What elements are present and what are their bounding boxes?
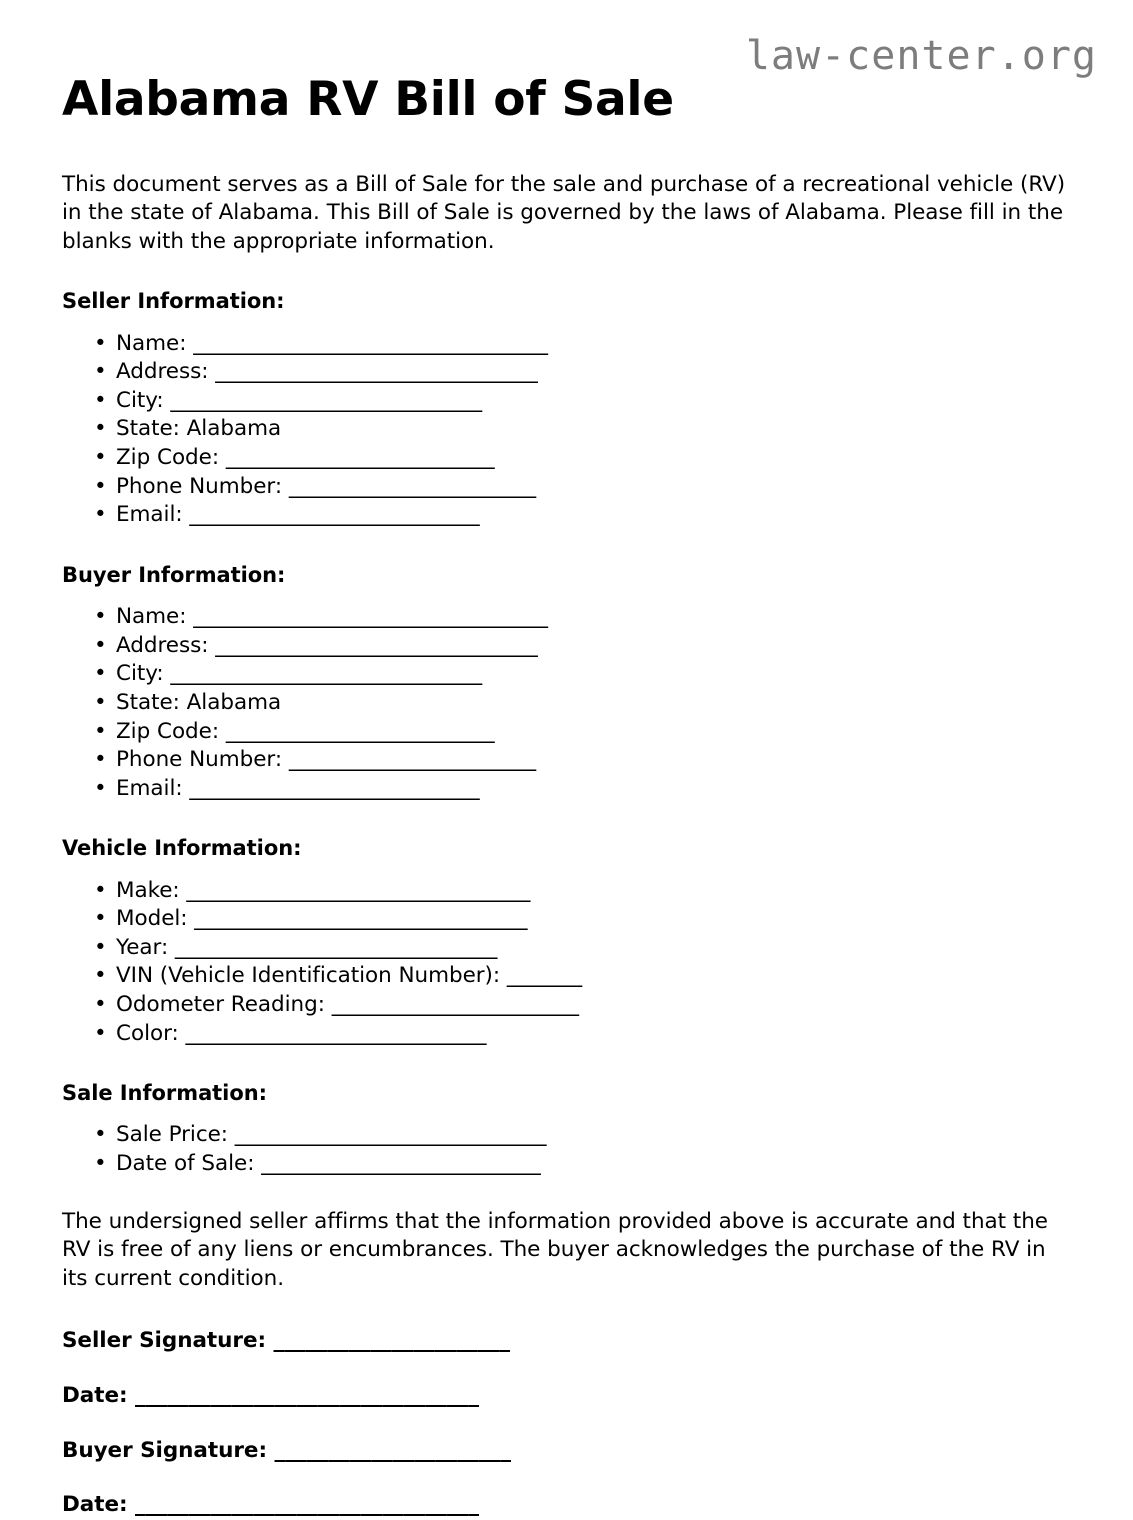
list-item <box>116 934 1071 963</box>
field-blank[interactable]: _______________________________ <box>194 906 528 932</box>
buyer-signature-line <box>62 1437 1071 1492</box>
field-blank[interactable]: ______________________________ <box>215 359 538 385</box>
field-label: Phone Number: <box>116 747 289 773</box>
field-blank[interactable]: _______________________ <box>331 991 579 1017</box>
seller-signature-line <box>62 1327 1071 1382</box>
field-label: State: Alabama <box>116 689 282 715</box>
signature-label: Date: <box>62 1383 135 1409</box>
field-label: Zip Code: <box>116 445 226 471</box>
field-label: Email: <box>116 502 190 528</box>
list-item <box>116 1020 1071 1049</box>
field-blank[interactable]: _______________________ <box>288 473 537 499</box>
list-item <box>116 632 1071 661</box>
site-watermark: law-center.org <box>745 33 1097 79</box>
list-item <box>116 444 1071 473</box>
field-blank[interactable]: ___________________________ <box>189 502 480 528</box>
list-item <box>116 1121 1071 1150</box>
field-blank[interactable]: _____________________________ <box>170 661 483 687</box>
buyer-date-line <box>62 1491 1071 1520</box>
signature-blank[interactable]: ________________________________ <box>135 1383 479 1409</box>
signature-label: Seller Signature: <box>62 1328 274 1354</box>
section-heading-buyer: Buyer Information: <box>62 562 286 587</box>
field-list-sale <box>62 1107 1071 1178</box>
field-label: Date of Sale: <box>116 1151 262 1177</box>
signature-block <box>62 1293 1071 1519</box>
field-blank[interactable]: ____________________________ <box>185 1020 487 1046</box>
signature-blank[interactable]: ______________________ <box>273 1328 510 1354</box>
field-blank[interactable]: ___________________________ <box>189 775 480 801</box>
signature-label: Buyer Signature: <box>62 1437 275 1463</box>
field-label: Email: <box>116 775 190 801</box>
field-label: Model: <box>116 906 195 932</box>
list-item <box>116 877 1071 906</box>
field-label: City: <box>116 387 171 413</box>
list-item <box>116 330 1071 359</box>
list-item <box>116 415 1071 444</box>
list-item <box>116 603 1071 632</box>
field-blank[interactable]: ________________________________ <box>186 877 531 903</box>
field-label: Address: <box>116 632 216 658</box>
list-item <box>116 775 1071 804</box>
field-blank[interactable]: ______________________________ <box>174 934 498 960</box>
field-blank[interactable]: _____________________________ <box>170 387 483 413</box>
section-heading-sale: Sale Information: <box>62 1081 267 1106</box>
list-item <box>116 905 1071 934</box>
field-label: Sale Price: <box>116 1122 235 1148</box>
field-blank[interactable]: ______________________________ <box>215 632 538 658</box>
field-list-buyer <box>62 589 1071 803</box>
signature-blank[interactable]: ________________________________ <box>135 1492 479 1518</box>
seller-date-line <box>62 1382 1071 1437</box>
intro-paragraph: This document serves as a Bill of Sale for the sale and purchase of a recreational vehicle (RV) in the state of Alabama. This Bill of Sale is governed by the laws of Alabama. Please fill in the blanks with the appropriate information. <box>62 171 1066 254</box>
field-label: Name: <box>116 330 194 356</box>
field-label: VIN (Vehicle Identification Number): <box>116 963 507 989</box>
section-heading-seller: Seller Information: <box>62 289 285 314</box>
list-item <box>116 962 1071 991</box>
signature-label: Date: <box>62 1492 135 1518</box>
section-heading-vehicle: Vehicle Information: <box>62 836 302 861</box>
field-blank[interactable]: _______________________ <box>288 747 537 773</box>
affirmation-paragraph: The undersigned seller affirms that the information provided above is accurate and that the RV is free of any liens or encumbrances. The buyer acknowledges the purchase of the RV in its current condition. <box>62 1208 1048 1291</box>
field-label: State: Alabama <box>116 416 282 442</box>
field-blank[interactable]: _________________________________ <box>193 604 548 630</box>
field-label: Make: <box>116 877 187 903</box>
field-blank[interactable]: _________________________ <box>225 718 495 744</box>
field-list-seller <box>62 316 1071 530</box>
list-item <box>116 501 1071 530</box>
field-label: Odometer Reading: <box>116 991 332 1017</box>
list-item <box>116 746 1071 775</box>
list-item <box>116 660 1071 689</box>
list-item <box>116 387 1071 416</box>
list-item <box>116 689 1071 718</box>
list-item <box>116 358 1071 387</box>
field-blank[interactable]: _______ <box>506 963 583 989</box>
list-item <box>116 991 1071 1020</box>
field-label: Name: <box>116 604 194 630</box>
list-item <box>116 473 1071 502</box>
field-blank[interactable]: _________________________ <box>225 445 495 471</box>
field-label: Year: <box>116 934 175 960</box>
field-blank[interactable]: _____________________________ <box>234 1122 547 1148</box>
list-item <box>116 718 1071 747</box>
field-label: Address: <box>116 359 216 385</box>
field-label: Zip Code: <box>116 718 226 744</box>
field-list-vehicle <box>62 863 1071 1049</box>
signature-blank[interactable]: ______________________ <box>274 1437 511 1463</box>
page-title: Alabama RV Bill of Sale <box>62 72 674 127</box>
field-label: Color: <box>116 1020 186 1046</box>
field-label: Phone Number: <box>116 473 289 499</box>
field-blank[interactable]: _________________________________ <box>193 330 548 356</box>
field-label: City: <box>116 661 171 687</box>
field-blank[interactable]: __________________________ <box>261 1151 541 1177</box>
list-item <box>116 1150 1071 1179</box>
